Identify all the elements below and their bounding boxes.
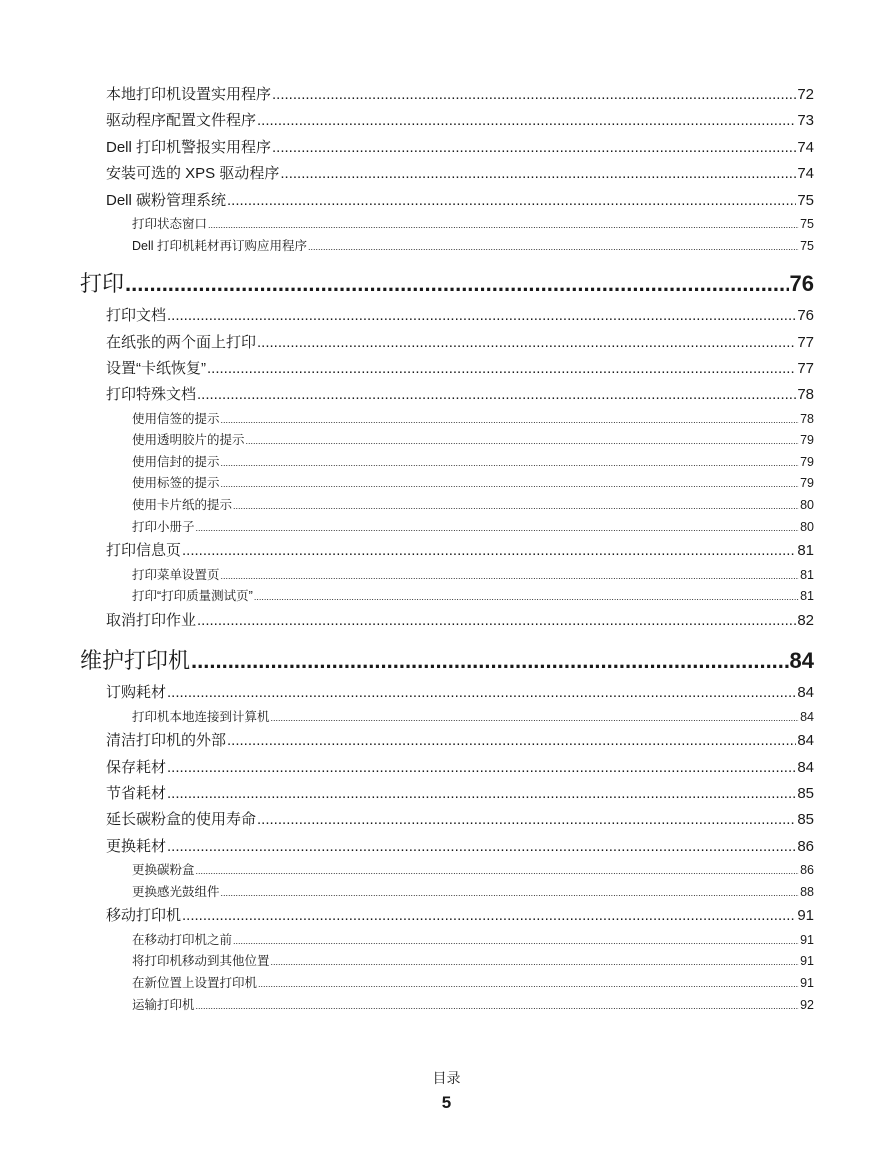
toc-section[interactable] <box>80 356 814 382</box>
toc-entry-page: 74 <box>797 138 814 156</box>
toc-entry-page: 79 <box>800 454 814 469</box>
toc-subsection[interactable] <box>80 951 814 973</box>
toc-entry-title: 更换耗材 <box>106 837 167 855</box>
toc-entry-page: 91 <box>797 907 814 925</box>
dot-leader <box>221 882 800 905</box>
table-of-contents <box>80 82 814 1016</box>
toc-entry-page: 82 <box>797 611 814 629</box>
toc-entry-title: 打印菜单设置页 <box>132 567 220 582</box>
toc-entry-page: 76 <box>797 307 814 325</box>
toc-section[interactable] <box>80 135 814 161</box>
toc-entry-title: Dell 打印机警报实用程序 <box>106 138 272 156</box>
toc-subsection[interactable] <box>80 517 814 539</box>
dot-leader <box>197 382 796 408</box>
toc-section[interactable] <box>80 382 814 408</box>
toc-entry-title: 取消打印作业 <box>106 611 197 629</box>
toc-entry-title: 打印“打印质量测试页” <box>132 589 253 604</box>
toc-entry-page: 79 <box>800 476 814 491</box>
toc-chapter[interactable] <box>80 642 814 680</box>
toc-entry-title: 使用标签的提示 <box>132 476 220 491</box>
dot-leader <box>258 973 799 996</box>
toc-entry-title: 使用信签的提示 <box>132 411 220 426</box>
dot-leader <box>271 951 800 974</box>
toc-entry-title: 打印特殊文档 <box>106 386 197 404</box>
toc-entry-page: 80 <box>800 498 814 513</box>
toc-entry-page: 92 <box>800 997 814 1012</box>
dot-leader <box>182 903 796 929</box>
toc-subsection[interactable] <box>80 860 814 882</box>
toc-section[interactable] <box>80 680 814 706</box>
toc-section[interactable] <box>80 834 814 860</box>
dot-leader <box>227 728 796 754</box>
dot-leader <box>272 82 796 108</box>
toc-subsection[interactable] <box>80 452 814 474</box>
toc-section[interactable] <box>80 188 814 214</box>
toc-entry-page: 88 <box>800 884 814 899</box>
toc-entry-title: 更换感光鼓组件 <box>132 884 220 899</box>
toc-entry-title: 延长碳粉盒的使用寿命 <box>106 811 257 829</box>
dot-leader <box>196 517 800 540</box>
toc-subsection[interactable] <box>80 236 814 258</box>
dot-leader <box>208 214 799 237</box>
dot-leader <box>280 161 796 187</box>
dot-leader <box>221 409 800 432</box>
toc-subsection[interactable] <box>80 973 814 995</box>
toc-entry-title: 更换碳粉盒 <box>132 863 195 878</box>
toc-entry-title: 打印机本地连接到计算机 <box>132 709 270 724</box>
dot-leader <box>257 807 796 833</box>
toc-entry-page: 72 <box>797 86 814 103</box>
dot-leader <box>167 680 796 706</box>
dot-leader <box>182 538 796 564</box>
dot-leader <box>254 586 799 609</box>
dot-leader <box>125 265 789 303</box>
toc-entry-title: 打印状态窗口 <box>132 216 208 231</box>
toc-entry-page: 81 <box>800 589 814 604</box>
dot-leader <box>191 642 789 680</box>
toc-entry-title: 本地打印机设置实用程序 <box>106 86 272 103</box>
toc-entry-title: 移动打印机 <box>106 907 182 925</box>
dot-leader <box>197 608 796 634</box>
toc-subsection[interactable] <box>80 430 814 452</box>
toc-subsection[interactable] <box>80 995 814 1017</box>
toc-subsection[interactable] <box>80 214 814 236</box>
toc-subsection[interactable] <box>80 473 814 495</box>
toc-section[interactable] <box>80 303 814 329</box>
dot-leader <box>196 860 800 883</box>
toc-entry-title: 驱动程序配置文件程序 <box>106 112 257 130</box>
toc-entry-title: 打印信息页 <box>106 542 182 560</box>
footer-page-number: 5 <box>441 1093 452 1112</box>
toc-entry-page: 91 <box>800 975 814 990</box>
toc-entry-title: 维护打印机 <box>80 648 191 674</box>
dot-leader <box>272 135 796 161</box>
dot-leader <box>207 356 796 382</box>
toc-entry-title: 安装可选的 XPS 驱动程序 <box>106 165 280 183</box>
toc-entry-page: 81 <box>800 567 814 582</box>
toc-entry-page: 77 <box>797 333 814 351</box>
dot-leader <box>221 452 800 475</box>
toc-entry-title: 使用卡片纸的提示 <box>132 498 233 513</box>
toc-entry-page: 75 <box>797 191 814 209</box>
toc-entry-title: 保存耗材 <box>106 758 167 776</box>
toc-entry-page: 84 <box>797 758 814 776</box>
toc-entry-title: 订购耗材 <box>106 684 167 702</box>
toc-subsection[interactable] <box>80 409 814 431</box>
toc-entry-title: 使用信封的提示 <box>132 454 220 469</box>
toc-subsection[interactable] <box>80 882 814 904</box>
dot-leader <box>227 188 796 214</box>
toc-entry-page: 76 <box>789 271 814 297</box>
toc-entry-page: 84 <box>789 648 814 674</box>
toc-section[interactable] <box>80 161 814 187</box>
footer-label: 目录 <box>432 1070 461 1086</box>
dot-leader <box>257 108 796 134</box>
toc-entry-title: 打印文档 <box>106 307 167 325</box>
toc-entry-page: 85 <box>797 811 814 829</box>
toc-entry-title: Dell 打印机耗材再订购应用程序 <box>132 238 308 253</box>
toc-entry-page: 75 <box>800 238 814 253</box>
toc-entry-page: 85 <box>797 785 814 802</box>
toc-entry-page: 80 <box>800 519 814 534</box>
toc-entry-title: 使用透明胶片的提示 <box>132 433 245 448</box>
dot-leader <box>271 707 800 730</box>
toc-section[interactable] <box>80 755 814 781</box>
toc-section[interactable] <box>80 807 814 833</box>
dot-leader <box>167 834 796 860</box>
toc-entry-page: 91 <box>800 954 814 969</box>
toc-entry-title: 在纸张的两个面上打印 <box>106 333 257 351</box>
toc-section[interactable] <box>80 108 814 134</box>
toc-entry-page: 86 <box>797 837 814 855</box>
toc-section[interactable] <box>80 82 814 108</box>
toc-entry-title: 清洁打印机的外部 <box>106 732 227 750</box>
toc-entry-title: 打印小册子 <box>132 519 195 534</box>
toc-entry-page: 91 <box>800 932 814 947</box>
toc-subsection[interactable] <box>80 707 814 729</box>
toc-section[interactable] <box>80 903 814 929</box>
toc-chapter[interactable] <box>80 265 814 303</box>
toc-entry-page: 84 <box>800 709 814 724</box>
toc-entry-title: 打印 <box>80 271 125 297</box>
dot-leader <box>167 755 796 781</box>
dot-leader <box>167 781 796 807</box>
toc-section[interactable] <box>80 781 814 807</box>
dot-leader <box>221 473 800 496</box>
toc-entry-page: 73 <box>797 112 814 130</box>
toc-entry-page: 84 <box>797 732 814 750</box>
toc-entry-page: 78 <box>797 386 814 404</box>
toc-subsection[interactable] <box>80 586 814 608</box>
toc-entry-page: 81 <box>797 542 814 560</box>
toc-entry-page: 84 <box>797 684 814 702</box>
toc-entry-page: 79 <box>800 433 814 448</box>
toc-section[interactable] <box>80 608 814 634</box>
toc-entry-page: 86 <box>800 863 814 878</box>
toc-entry-title: 运输打印机 <box>132 997 195 1012</box>
toc-entry-page: 78 <box>800 411 814 426</box>
toc-entry-page: 74 <box>797 165 814 183</box>
toc-section[interactable] <box>80 538 814 564</box>
toc-subsection[interactable] <box>80 565 814 587</box>
toc-entry-title: 在移动打印机之前 <box>132 932 233 947</box>
toc-entry-title: 在新位置上设置打印机 <box>132 975 258 990</box>
toc-entry-title: Dell 碳粉管理系统 <box>106 191 227 209</box>
dot-leader <box>167 303 796 329</box>
toc-subsection[interactable] <box>80 930 814 952</box>
toc-entry-title: 将打印机移动到其他位置 <box>132 954 270 969</box>
dot-leader <box>257 330 796 356</box>
toc-entry-page: 75 <box>800 216 814 231</box>
dot-leader <box>233 495 799 518</box>
dot-leader <box>221 565 800 588</box>
toc-entry-page: 77 <box>797 359 814 377</box>
dot-leader <box>196 995 800 1018</box>
dot-leader <box>246 430 800 453</box>
toc-entry-title: 节省耗材 <box>106 785 167 802</box>
dot-leader <box>308 236 799 259</box>
toc-section[interactable] <box>80 330 814 356</box>
dot-leader <box>233 930 799 953</box>
toc-section[interactable] <box>80 728 814 754</box>
toc-subsection[interactable] <box>80 495 814 517</box>
toc-entry-title: 设置“卡纸恢复” <box>106 359 206 377</box>
